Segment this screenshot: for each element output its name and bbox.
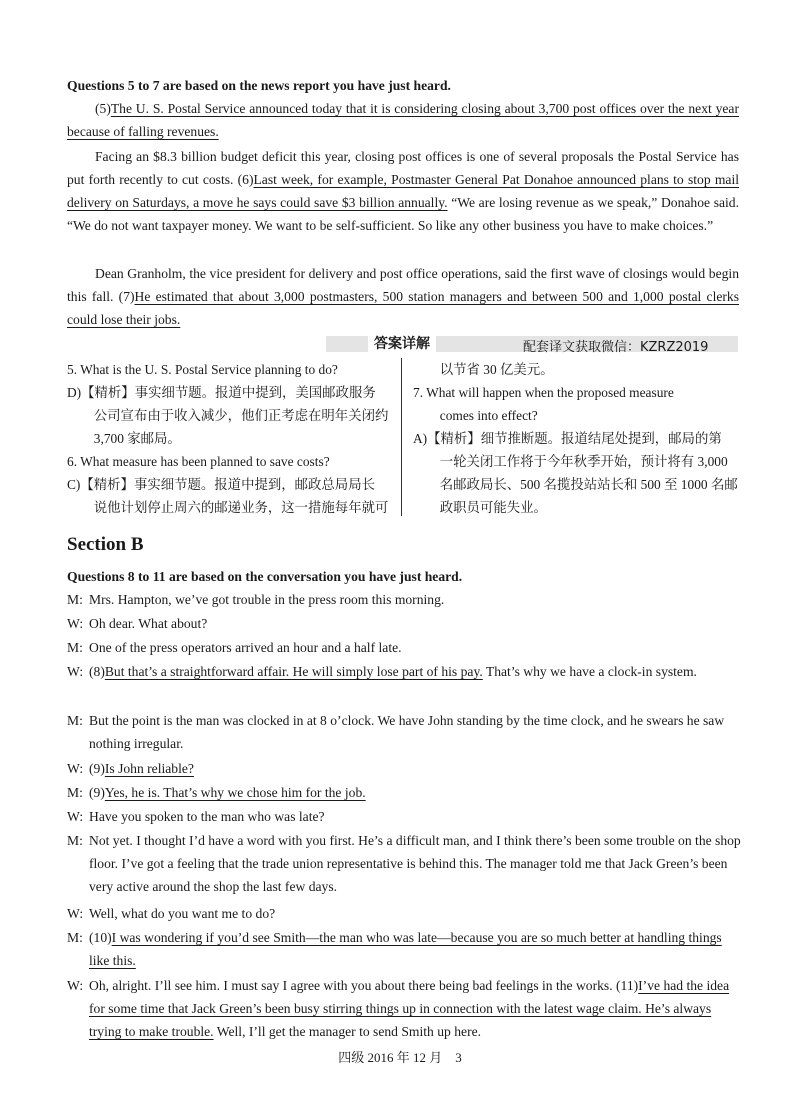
dialogue-line [67,781,742,804]
answer-line: comes into effect? [413,408,538,423]
line-text: Well, what do you want me to do? [89,906,276,921]
column-divider [401,358,402,516]
dialogue-line [67,636,742,659]
underlined-answer-9b: Yes, he is. That’s why we chose him for the job. [104,785,366,800]
answer-line: 7. What will happen when the proposed measure [413,385,674,400]
paragraph-2-intro: Facing an $8.3 billion budget deficit this year, closing post offices is one of several proposals the Postal Service has put forth recently to cut costs. (6) [67,149,739,187]
line-text: Have you spoken to the man who was late? [89,809,325,824]
answer-line: 名邮政局长、500 名揽投站站长和 500 至 1000 名邮 [413,477,738,492]
question-marker-9: (9) [89,785,105,800]
speaker-label: M: [67,640,83,655]
dialogue-line [67,829,742,898]
question-marker-10: (10) [89,930,112,945]
answers-left-column [67,358,397,519]
dialogue-line [67,709,742,755]
answer-line: 5. What is the U. S. Postal Service planning to do? [67,362,338,377]
news-paragraph-3 [67,262,739,331]
speaker-label: W: [67,906,84,921]
dialogue-line [67,974,742,1043]
answer-line: D)【精析】事实细节题。报道中提到，美国邮政服务 [67,385,376,400]
section-b-title: Section B [67,534,144,555]
news-paragraph-2 [67,145,739,237]
speaker-label: W: [67,616,84,631]
underlined-answer-8: But that’s a straightforward affair. He will simply lose part of his pay. [104,664,483,679]
page-footer: 四级 2016 年 12 月 3 [338,1050,462,1065]
speaker-label: M: [67,592,83,607]
line-text: That’s why we have a clock-in system. [482,664,697,679]
answer-line: 以节省 30 亿美元。 [413,362,554,377]
line-text: Oh dear. What about? [89,616,208,631]
speaker-label: W: [67,809,84,824]
answer-banner-title: 答案详解 [368,333,436,353]
dialogue-line [67,902,742,925]
answer-line: C)【精析】事实细节题。报道中提到，邮政总局局长 [67,477,375,492]
dialogue-line [67,805,742,828]
underlined-answer-11: I’ve had the idea for some time that Jack Green’s been busy stirring things up in connection with the latest wage claim. He’s always trying to make trouble. [89,978,730,1039]
questions-8-11-heading: Questions 8 to 11 are based on the conversation you have just heard. [67,569,463,584]
answer-line: 说他计划停止周六的邮递业务，这一措施每年就可 [67,500,389,515]
paragraph-2-quote: “We are losing revenue as we speak,” Donahoe said. “We do not want taxpayer money. We want to be self-sufficient. So like any other business you have to make choices.” [67,195,739,233]
line-text: One of the press operators arrived an hour and a half late. [89,640,402,655]
line-text: Mrs. Hampton, we’ve got trouble in the press room this morning. [89,592,445,607]
line-text: Not yet. I thought I’d have a word with you first. He’s a difficult man, and I think there’s been some trouble on the shop floor. I’ve got a feeling that the trade union representative is behind this. The manager told me that Jack Green’s been very active around the shop the last few days. [89,833,741,894]
answer-line: 公司宣布由于收入减少，他们正考虑在明年关闭约 [67,408,389,423]
underlined-answer-9a: Is John reliable? [104,761,194,776]
speaker-label: M: [67,713,83,728]
dialogue-line [67,660,742,683]
speaker-label: W: [67,664,84,679]
news-paragraph-1 [67,97,739,143]
question-marker-9: (9) [89,761,105,776]
answer-line: 3,700 家邮局。 [67,431,181,446]
underlined-answer-7: He estimated that about 3,000 postmasters, 500 station managers and between 500 and 1,000 postal clerks could lose their jobs. [67,289,739,327]
question-marker-8: (8) [89,664,105,679]
speaker-label: M: [67,930,83,945]
answer-line: 政职员可能失业。 [413,500,547,515]
line-text: Well, I’ll get the manager to send Smith up here. [213,1024,482,1039]
dialogue-line [67,612,742,635]
wechat-note: 配套译文获取微信：KZRZ2019 [523,340,709,355]
answer-line: 6. What measure has been planned to save costs? [67,454,330,469]
dialogue-line [67,588,742,611]
answer-line: 一轮关闭工作将于今年秋季开始，预计将有 3,000 [413,454,728,469]
answers-right-column [413,358,743,519]
questions-5-7-heading: Questions 5 to 7 are based on the news report you have just heard. [67,78,451,93]
question-marker-5: (5) [95,101,111,116]
speaker-label: W: [67,978,84,993]
answer-line: A)【精析】细节推断题。报道结尾处提到，邮局的第 [413,431,722,446]
line-text: But the point is the man was clocked in at 8 o’clock. We have John standing by the time clock, and he swears he saw nothing irregular. [89,713,725,751]
speaker-label: W: [67,761,84,776]
dialogue-line [67,926,742,972]
line-text: Oh, alright. I’ll see him. I must say I agree with you about there being bad feelings in the works. (11) [89,978,639,993]
dialogue-line [67,757,742,780]
speaker-label: M: [67,833,83,848]
underlined-answer-5: The U. S. Postal Service announced today that it is considering closing about 3,700 post offices over the next year because of falling revenues. [67,101,739,139]
underlined-answer-10: I was wondering if you’d see Smith—the man who was late—because you are so much better at handling things like this. [89,930,722,968]
speaker-label: M: [67,785,83,800]
paragraph-3-intro: Dean Granholm, the vice president for delivery and post office operations, said the first wave of closings would begin this fall. (7) [67,266,739,304]
underlined-answer-6: Last week, for example, Postmaster General Pat Donahoe announced plans to stop mail delivery on Saturdays, a move he says could save $3 billion annually. [67,172,739,210]
